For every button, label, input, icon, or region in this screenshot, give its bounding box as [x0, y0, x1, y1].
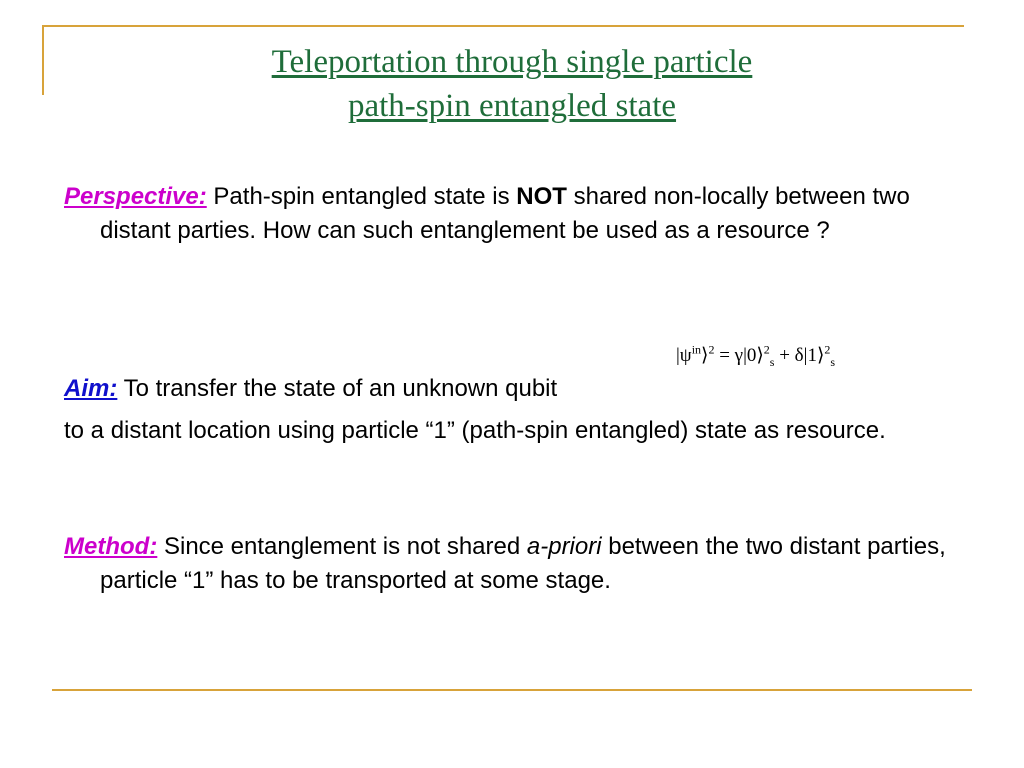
aim-line-2 [64, 414, 980, 448]
left-accent-line [42, 25, 44, 95]
method-text-after: between the two distant parties, particle “1” has to be transported at some stage. [100, 533, 946, 594]
title-line-2: path-spin entangled state [347, 88, 677, 124]
slide-title [100, 40, 924, 128]
bottom-accent-line [52, 689, 972, 691]
aim-line-1 [64, 372, 944, 406]
aim-text-1: To transfer the state of an unknown qubit [117, 375, 558, 402]
perspective-text-after: shared non-locally between two distant parties. How can such entanglement be used as a resource ? [100, 183, 910, 244]
aim-text-2: to a distant location using particle “1” (path-spin entangled) state as resource. [64, 417, 886, 444]
perspective-label: Perspective: [64, 183, 207, 210]
method-label: Method: [64, 533, 158, 560]
method-paragraph [64, 530, 980, 598]
perspective-emphasis: NOT [516, 183, 567, 210]
perspective-text-before: Path-spin entangled state is [206, 183, 517, 210]
title-line-1: Teleportation through single particle [271, 44, 753, 80]
method-text-before: Since entanglement is not shared [157, 533, 527, 560]
aim-label: Aim: [64, 375, 118, 402]
top-accent-line [42, 25, 964, 27]
method-emphasis: a-priori [526, 533, 602, 560]
qubit-state-formula: $|\psi^{in}⟩^2$ = γ|0⟩$^2_s$ + δ|1⟩$^2_s$ [676, 342, 836, 369]
perspective-paragraph [64, 180, 980, 248]
